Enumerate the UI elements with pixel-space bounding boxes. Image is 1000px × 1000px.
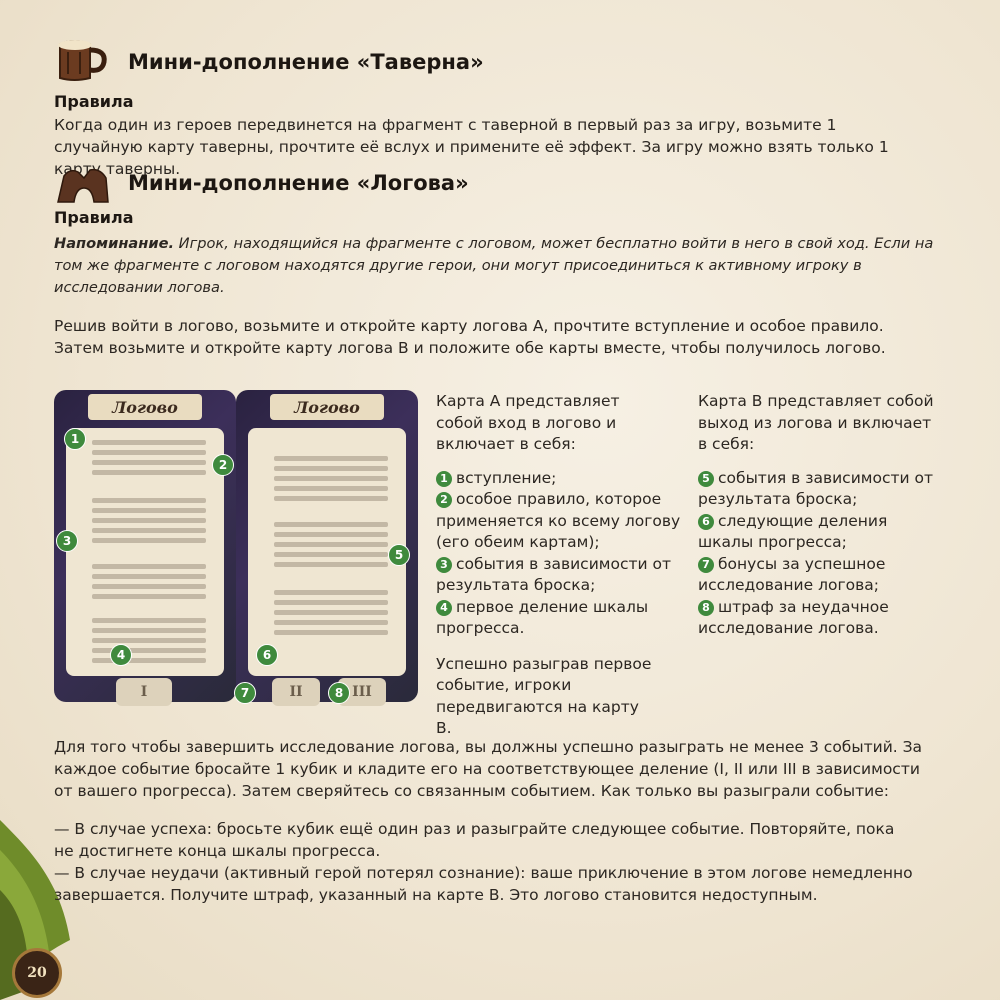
success-text: — В случае успеха: бросьте кубик ещё один раз и разыграйте следующее событие. Повторяйте, пока не достигнете конца шкалы прогресса. <box>54 820 895 860</box>
card-b-item: 5 события в зависимости от результата броска; <box>698 468 934 508</box>
card-b-item: 8 штраф за неудачное исследование логова. <box>698 597 889 637</box>
num-8-icon: 8 <box>698 600 714 616</box>
reminder-label: Напоминание. <box>54 235 175 252</box>
page-number-badge <box>12 948 62 998</box>
progress-step-i: I <box>116 678 172 706</box>
lair-cave-icon <box>56 166 110 202</box>
card-badge-6: 6 <box>256 644 278 666</box>
page-number: 20 <box>27 965 47 981</box>
card-a-after: Успешно разыграв первое событие, игроки передвигаются на карту B. <box>436 654 652 737</box>
card-badge-7: 7 <box>234 682 256 704</box>
card-b-title: Логово <box>294 398 360 417</box>
card-b-description <box>698 391 938 640</box>
completion-text: Для того чтобы завершить исследование логова, вы должны успешно разыграть не менее 3 событий. За каждое событие бросайте 1 кубик и кладите его на соответствующее деление (I, II или III в зависимости от вашего прогресса). Затем сверяйтесь со связанным событием. Как только вы разыграли событие: <box>54 738 923 800</box>
tavern-rules-heading: Правила <box>54 92 134 111</box>
lairs-enter-text: Решив войти в логово, возьмите и откройте карту логова A, прочтите вступление и особое правило. Затем возьмите и откройте карту логова B и положите обе карты вместе, чтобы получилось логово. <box>54 317 886 357</box>
num-2-icon: 2 <box>436 492 452 508</box>
card-b-item: 7 бонусы за успешное исследование логова; <box>698 554 886 594</box>
progress-step-ii: II <box>272 678 320 706</box>
lair-card-a <box>54 390 236 702</box>
tavern-mug-icon <box>54 38 110 82</box>
card-b-body <box>248 428 406 700</box>
card-badge-8: 8 <box>328 682 350 704</box>
progress-step-iii: III <box>338 678 386 706</box>
card-badge-2: 2 <box>212 454 234 476</box>
card-b-intro: Карта B представляет собой выход из логова и включает в себя: <box>698 392 934 453</box>
card-a-title: Логово <box>112 398 178 417</box>
num-1-icon: 1 <box>436 471 452 487</box>
card-badge-3: 3 <box>56 530 78 552</box>
card-a-item: 2 особое правило, которое применяется ко всему логову (его обеим картам); <box>436 490 681 551</box>
num-3-icon: 3 <box>436 557 452 573</box>
lairs-rules-heading: Правила <box>54 208 134 227</box>
num-4-icon: 4 <box>436 600 452 616</box>
num-7-icon: 7 <box>698 557 714 573</box>
card-a-description <box>436 391 686 740</box>
card-a-body <box>66 428 224 700</box>
reminder-text: Игрок, находящийся на фрагменте с логовом, может бесплатно войти в него в свой ход. Если на том же фрагменте с логовом находятся другие герои, они могут присоединиться к активному игроку в исследовании логова. <box>54 235 934 296</box>
num-6-icon: 6 <box>698 514 714 530</box>
lairs-reminder <box>54 233 934 299</box>
card-b-item: 6 следующие деления шкалы прогресса; <box>698 511 888 551</box>
failure-text: — В случае неудачи (активный герой потерял сознание): ваше приключение в этом логове немедленно завершается. Получите штраф, указанный на карте B. Это логово становится недоступным. <box>54 864 913 904</box>
lairs-title: Мини-дополнение «Логова» <box>128 171 469 195</box>
tavern-rules-text: Когда один из героев передвинется на фрагмент с таверной в первый раз за игру, возьмите 1 случайную карту таверны, прочтите её вслух и примените её эффект. За игру можно взять только 1 карту таверны. <box>54 116 889 178</box>
card-badge-1: 1 <box>64 428 86 450</box>
card-a-item: 1 вступление; <box>436 468 686 490</box>
card-a-item: 4 первое деление шкалы прогресса. <box>436 597 649 637</box>
card-a-intro: Карта А представляет собой вход в логово и включает в себя: <box>436 392 620 453</box>
num-5-icon: 5 <box>698 471 714 487</box>
card-a-item: 3 события в зависимости от результата броска; <box>436 554 672 594</box>
card-badge-5: 5 <box>388 544 410 566</box>
card-badge-4: 4 <box>110 644 132 666</box>
lair-card-b <box>218 390 418 702</box>
tavern-title: Мини-дополнение «Таверна» <box>128 50 484 74</box>
